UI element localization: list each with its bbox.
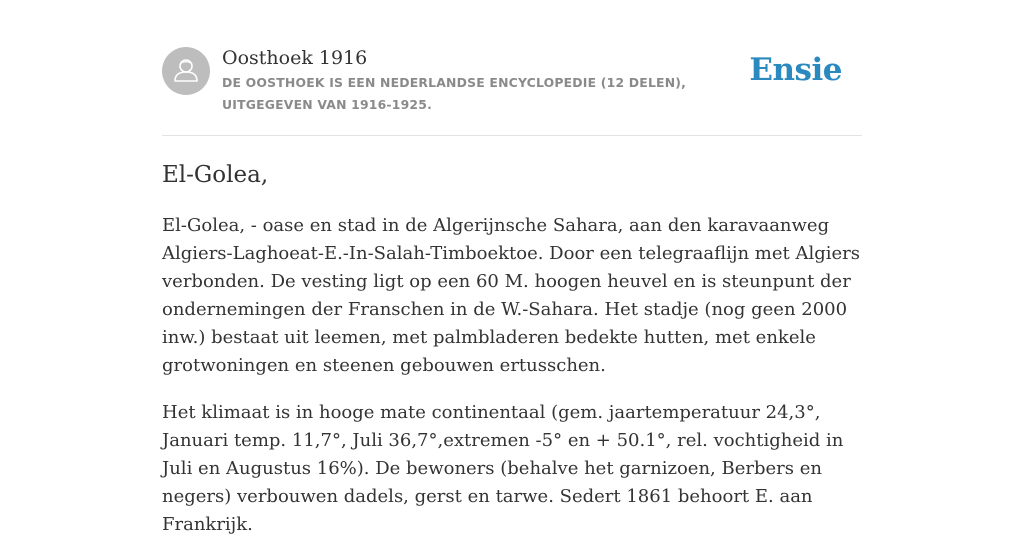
entry-paragraph: El-Golea, - oase en stad in de Algerijnsche Sahara, aan den karavaanweg Algiers-Laghoeat-E.-In-Salah-Timboektoe. Door een telegraaflijn met Algiers verbonden. De vesting ligt op een 60 M. hoogen heuvel en is steunpunt der ondernemingen der Franschen in de W.-Sahara. Het stadje (nog geen 2000 inw.) bestaat uit leemen, met palmbladeren bedekte hutten, met enkele grotwoningen en steenen gebouwen ertusschen. [162, 215, 860, 376]
source-header [162, 46, 862, 116]
ensie-logo[interactable]: Ensie [749, 52, 842, 88]
user-placeholder-icon [162, 47, 210, 95]
entry-title: El-Golea, [162, 162, 269, 188]
entry-paragraph: Het klimaat is in hooge mate continentaal (gem. jaartemperatuur 24,3°, Januari temp. 11,7°, Juli 36,7°,extremen -5° en + 50.1°, rel. vochtigheid in Juli en Augustus 16%). De bewoners (behalve het garnizoen, Berbers en negers) verbouwen dadels, gerst en tarwe. Sedert 1861 behoort E. aan Frankrijk. [162, 402, 844, 535]
avatar[interactable] [162, 47, 210, 95]
header-divider [162, 135, 862, 136]
source-description: DE OOSTHOEK IS EEN NEDERLANDSE ENCYCLOPEDIE (12 DELEN), UITGEGEVEN VAN 1916-1925. [222, 75, 687, 112]
source-title[interactable]: Oosthoek 1916 [222, 47, 368, 69]
entry-article [162, 158, 862, 539]
